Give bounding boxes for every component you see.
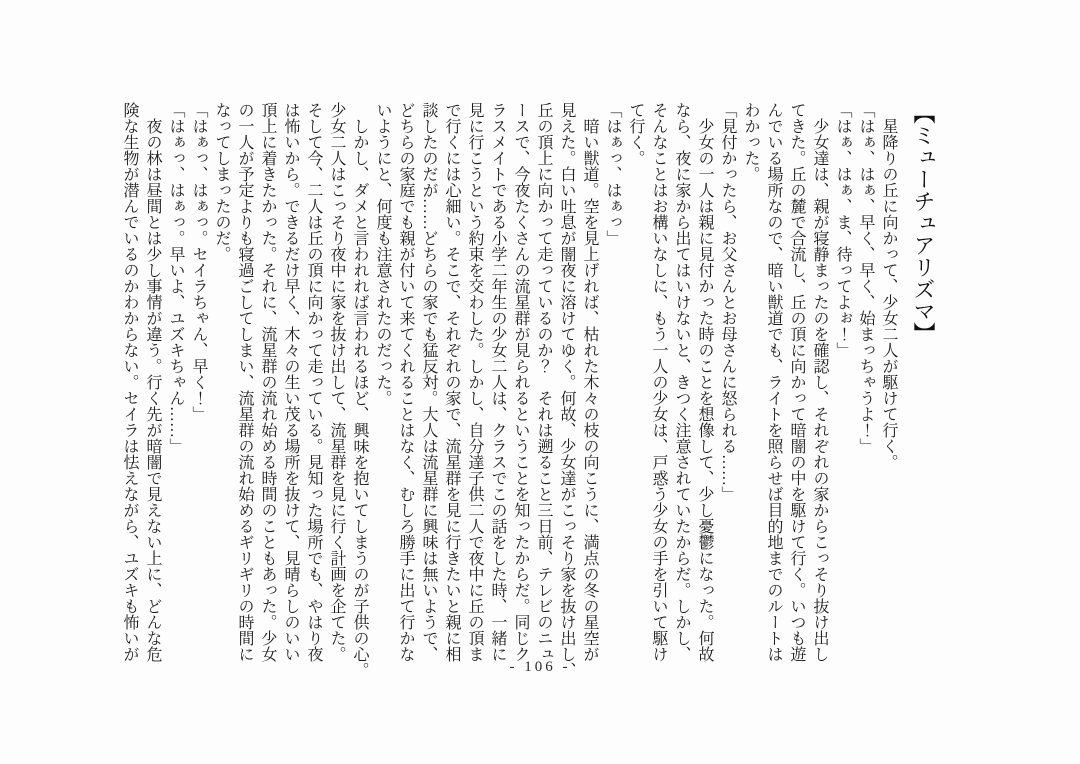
text-line: なってしまったのだ。 — [213, 102, 230, 262]
text-line: わかった。 — [742, 102, 759, 182]
text-line: 「はぁっ、はぁっ。セイラちゃん、早く！」 — [190, 102, 207, 422]
text-line: なら、夜に家から出てはいけないと、きつく注意されていたからだ。しかし、 — [673, 102, 690, 662]
text-line: 少女達は、親が寝静まったのを確認し、それぞれの家からこっそり抜け出し — [811, 102, 828, 662]
page-number: - 106 - — [509, 659, 571, 675]
text-line: ラスメイトである小学二年生の少女二人は、クラスでこの話をした時、一緒に — [489, 102, 506, 662]
text-line: 談したのだが……どちらの家でも猛反対。大人は流星群に興味は無いようで、 — [420, 102, 437, 662]
text-line: 「はぁ、はぁ、早く、早く、始まっちゃうよ！」 — [857, 102, 874, 454]
text-line: どちらの家庭でも親が付いて来てくれることはなく、むしろ勝手に出て行かな — [397, 102, 414, 662]
text-line: 少女の一人は親に見付かった時のことを想像して、少し憂鬱になった。何故 — [696, 102, 713, 662]
text-line: 星降りの丘に向かって、少女二人が駆けて行く。 — [880, 102, 897, 470]
text-line: で行くには心細い。そこで、それぞれの家で、流星群を見に行きたいと親に相 — [443, 102, 460, 662]
text-line: そんなことはお構いなしに、もう一人の少女は、戸惑う少女の手を引いて駆け — [650, 102, 667, 662]
text-line: は怖いから。できるだけ早く、木々の生い茂る場所を抜けて、見晴らしのいい — [282, 102, 299, 662]
text-line: 丘の頂上に向かって走っているのか？ それは遡ること三日前、テレビのニュ — [535, 102, 552, 662]
text-line: 少女二人はこっそり夜中に家を抜け出して、流星群を見に行く計画を企てた。 — [328, 102, 345, 662]
text-line: 見えた。白い吐息が闇夜に溶けてゆく。何故、少女達がこっそり家を抜け出し、 — [558, 102, 575, 678]
chapter-title: 【ミューチュアリズマ】 — [911, 102, 936, 344]
text-line: 「見付かったら、お父さんとお母さんに怒られる……」 — [719, 102, 736, 502]
text-line: しかし、ダメと言われれば言われるほど、興味を抱いてしまうのが子供の心。 — [351, 102, 368, 678]
text-line: てきた。丘の麓で合流し、丘の頂に向かって暗闇の中を駆けて行く。いつも遊 — [788, 102, 805, 662]
text-line: そして今、二人は丘の頂に向かって走っている。見知った場所でも、やはり夜 — [305, 102, 322, 662]
text-line: 「はぁ、はぁ、ま、待ってよぉ！」 — [834, 102, 851, 358]
text-line: 「はぁっ、はぁっ」 — [604, 102, 621, 246]
text-line: の一人が予定よりも寝過ごしてしまい、流星群の流れ始めるギリギリの時間に — [236, 102, 253, 662]
text-line: て行く。 — [627, 102, 644, 166]
text-line: 険な生物が潜んでいるのかわからない。セイラは怯えながら、ユズキも怖いが — [121, 102, 138, 662]
text-line: 暗い獣道。空を見上げれば、枯れた木々の枝の向こうに、満点の冬の星空が — [581, 102, 598, 662]
text-line: 見に行こうという約束を交わした。しかし、自分達子供二人で夜中に丘の頂ま — [466, 102, 483, 662]
text-line: 夜の林は昼間とは少し事情が違う。行く先が暗闇で見えない上に、どんな危 — [144, 102, 161, 662]
text-line: 「はぁっ、はぁっ。早いよ、ユズキちゃん……」 — [167, 102, 184, 454]
text-line: いようにと、何度も注意されたのだった。 — [374, 102, 391, 406]
text-line: んでいる場所なので、暗い獣道でも、ライトを照らせば目的地までのルートは — [765, 102, 782, 662]
vertical-text-block — [118, 102, 946, 712]
text-line: ースで、今夜たくさんの流星群が見られるということを知ったからだ。同じク — [512, 102, 529, 662]
body-text — [118, 102, 900, 712]
text-line: 頂上に着きたかった。それに、流星群の流れ始める時間のこともあった。少女 — [259, 102, 276, 662]
